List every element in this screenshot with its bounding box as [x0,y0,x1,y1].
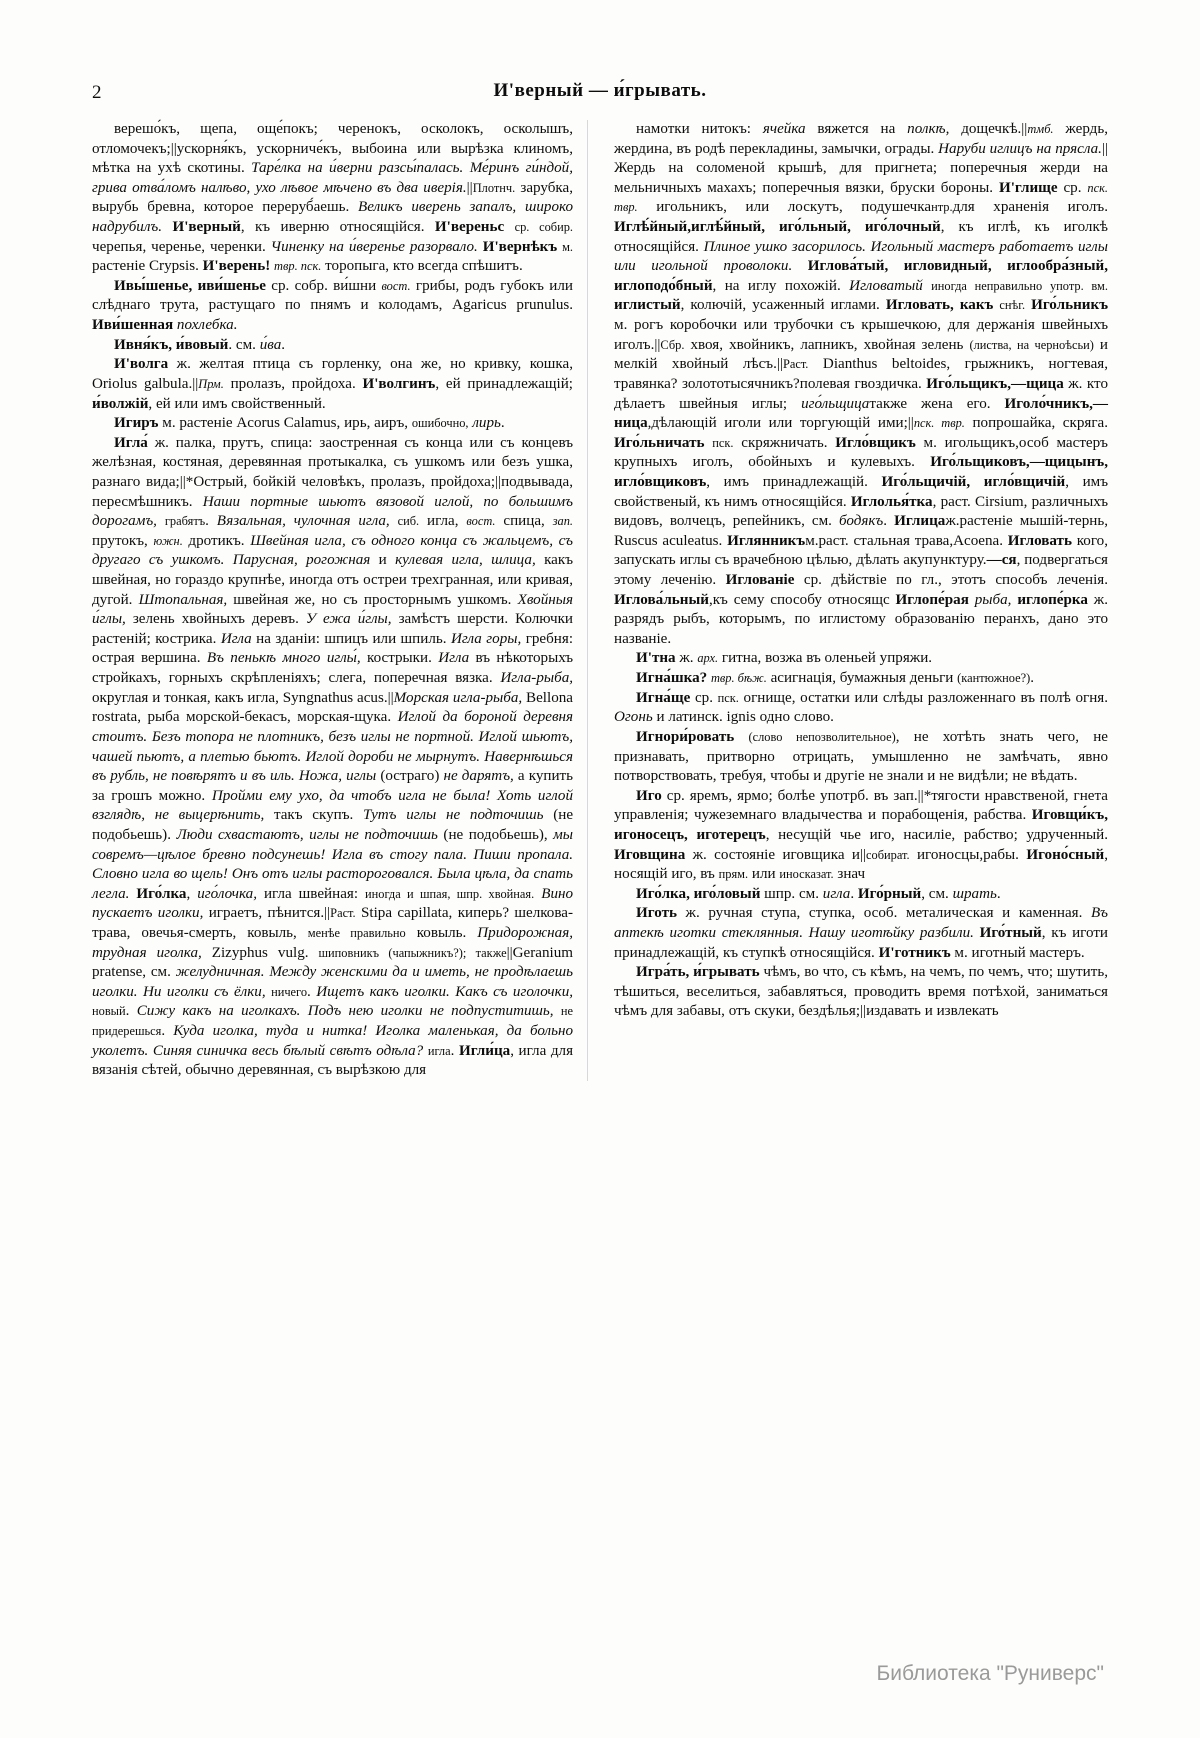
dictionary-entry: Игра́ть, и́грывать чѣмъ, во что, съ кѣмъ, на чемъ, по чемъ, что; шутить, тѣшиться, веселиться, забавляться, проводить время потѣхой, заниматься чѣмъ для забавы, отъ скуки, бездѣлья;||издавать и извлекать [614,964,1108,1020]
page-number: 2 [92,82,102,103]
dictionary-entry: Игна́ще ср. пск. огнище, остатки или слѣды разложеннаго въ полѣ огня. Огонь и латинск. ignis одно слово. [614,689,1108,726]
column-left [92,120,588,1081]
dictionary-entry: Иго́лка, иго́ловый шпр. см. игла. Иго́рный, см. шрать. [636,885,1001,902]
library-watermark: Библиотека "Руниверс" [876,1662,1104,1685]
dictionary-entry: намотки нитокъ: ячейка вяжется на полкѣ, дощечкѣ.||тмб. жердь, жердина, въ родѣ перекладины, замычки, ограды. Наруби иглицъ на прясла.||Жердь на соломеной крышѣ, для пригнета; поперечныя жерди на мельничныхъ махахъ; поперечныя вязки, бруски бороны. И'глище ср. пск. твр. игольникъ, или лоскутъ, подушечкантр.для храненія иголъ. Иглѣ́йный,иглѣ́йный, иго́льный, иго́лочный, къ иглѣ, къ иголкѣ относящійся. Плиное ушко засорилось. Игольный мастеръ работаетъ иглы или игольной проволоки. Иглова́тый, игловидный, иглообра́зный, иглоподо́бный, на иглу похожій. Игловатый иногда неправильно употр. вм. иглистый, колючій, усаженный иглами. Игловать, какъ снѣг. Иго́льникъ м. рогъ коробочки или трубочки съ крышечкою, для держанія швейныхъ иголъ.||Сбр. хвоя, хвойникъ, лапникъ, хвойная зелень (листва, на черноѣсьи) и мелкій хвойный лѣсъ.||Раст. Dianthus beltoides, грыжникъ, ногтевая, травянка? золототысячникъ?полевая гвоздичка. Иго́льщикъ,—щица ж. кто дѣлаетъ швейныя иглы; иго́льщицатакже жена его. Иголо́чникъ,—ница,дѣлающій иголи или торгующій ими;||пск. твр. попрошайка, скряга. Иго́льничать пск. скряжничать. Игло́вщикъ м. игольщикъ,особ мастеръ крупныхъ иголъ, обойныхъ и кулевыхъ. Иго́льщиковъ,—щицынъ, игло́вщиковъ, имъ принадлежащій. Иго́льщичій, игло́вщичій, имъ свойственый, къ нимъ относящійся. Иглолья́тка, раст. Cirsium, различныхъ видовъ, волчецъ, репейникъ, см. бодякъ. Иглицаж.растеніе мышій-тернь, Ruscus aculeatus. Иглянникъм.раст. стальная трава,Acoena. Игловать кого, запускать иглы съ врачебною цѣлью, дѣлать акупунктуру.—ся, подвергаться этому леченію. Иглованіе ср. дѣйствіе по гл., этотъ способъ леченія. Иглова́льный,къ сему способу относящс Иглопе́рая рыба, иглопе́рка ж. разрядъ рыбъ, которымъ, по иглистому образованію перанхъ, дано это названіе. [614,121,1109,647]
dictionary-entry: Игнори́ровать (слово непозволительное), не хотѣть знать чего, не признавать, притворно отрицать, умышленно не замѣчать, явно потворствовать, требуя, чтобы и другіе не знали и не видѣли; не вѣдать. [614,728,1108,785]
column-right [614,120,1108,1081]
dictionary-entry: И'тна ж. арх. гитна, возжа въ оленьей упряжи. [636,650,933,667]
text-columns [92,120,1108,1081]
dictionary-entry: Игиръ м. растеніе Acorus Calamus, ирь, аиръ, ошибочно, лирь. [114,415,505,432]
dictionary-entry: Иготь ж. ручная ступа, ступка, особ. металическая и каменная. Въ аптекѣ иготки стеклянныя. Нашу иготѣйку разбили. Иго́тный, къ иготи принадлежащій, къ ступкѣ относящійся. И'готникъ м. иготный мастеръ. [614,905,1108,961]
running-head-dash: — [583,80,614,101]
running-head [0,80,1200,102]
dictionary-entry: И'волга ж. желтая птица съ горленку, она же, но кривку, кошка, Oriolus galbula.||Прм. пролазъ, пройдоха. И'волгинъ, ей принадлежащій; и́волжій, ей или имъ свойственный. [92,356,574,412]
dictionary-entry: Игна́шка? твр. бѣж. асигнація, бумажныя деньги (кантюжное?). [636,670,1035,687]
running-head-right: и́грывать. [613,80,707,101]
dictionary-entry: Иго ср. яремъ, ярмо; болѣе употрб. въ зап.||*тягости нравственой, гнета управленія; чужеземнаго владычества и порабощенія, рабства. Иговщи́къ, игоносецъ, иготерецъ, несущій чье иго, насиліе, рабство; удрученный. Иговщина ж. состояніе иговщика и||собират. игоносцы,рабы. Игоно́сный, носящій иго, въ прям. или иносказат. знач [614,787,1108,883]
dictionary-entry: Ивня́къ, и́вовый. см. и́ва. [114,336,286,353]
dictionary-entry: верешо́къ, щепа, още́покъ; черенокъ, осколокъ, осколышъ, отломочекъ;||ускорня́къ, ускорниче́къ, выбоина или вырѣзка клиномъ, мѣтка на ухѣ скотины. Таре́лка на и́верни разсы́палась. Ме́ринъ ги́ндой, грива отва́ломъ налѣво, ухо лѣвое мѣчено въ два иверія.||Плотнч. зарубка, вырубь бревна, которое переруб́аешь. Великъ иверень запалъ, широко надрубилъ. И'верный, къ иверню относящійся. И'вереньc ср. собир. черепья, черенье, черенки. Чиненку на и́веренье разорвало. И'вернѣкъ м. растеніе Crypsis. И'верень! твр. пск. торопыга, кто всегда спѣшитъ. [92,121,574,275]
dictionary-entry: Ивы́шенье, иви́шенье ср. собр. ви́шни вост. грибы, родъ губокъ или слѣднаго трута, растущаго по пнямъ и колодамъ, Agaricus prunulus. Иви́шенная похлебка. [92,277,574,334]
running-head-left: И'верный [493,80,584,101]
dictionary-entry: Игла́ ж. палка, прутъ, спица: заостренная съ конца или съ концевъ желѣзная, костяная, деревянная протыкалка, съ ушкомъ или безъ ушка, разнаго вида;||*Острый, бойкій человѣкъ, пролазъ, пройдоха;||подвывада, пересмѣшникъ. Наши портные шьютъ вязовой иглой, по большимъ дорогамъ, грабятъ. Вязальная, чулочная игла, сиб. игла, вост. спица, зап. прутокъ, южн. дротикъ. Швейная игла, съ одного конца съ жальцемъ, съ другаго съ ушкомъ. Парусная, рогожная и кулевая игла, шлица, какъ швейная, но гораздо крупнѣе, иногда отъ остреи трехгранная, или кривая, дугой. Штопальная, швейная же, но съ просторнымъ ушкомъ. Хвойныя и́глы, зелень хвойныхъ деревъ. У ежа и́глы, замѣстъ шерсти. Колючки растеній; кострика. Игла на зданіи: шпицъ или шпиль. Игла горы, гребня: острая вершина. Въ пенькѣ много иглы́, кострыки. Игла въ нѣкоторыхъ стройкахъ, горныхъ скрѣпленіяхъ; слега, поперечная вязка. Игла-рыба, округлая и тонкая, какъ игла, Syngnathus acus.||Морская игла-рыба, Bellona rostrata, рыба морской-бекасъ, морская-щука. Иглой да бороной деревня стоитъ. Безъ топора не плотникъ, безъ иглы не портной. Иглой шьютъ, чашей пьютъ, а плетью бьютъ. Иглой дороби не мырнутъ. Навернѣшься въ рубль, не повѣрятъ и въ иль. Ножа, иглы (остраго) не дарятъ, а купить за грошъ можно. Пройми ему ухо, да чтобъ игла не была! Хоть иглой взглядѣ, не выцерѣнить, такъ скупъ. Тутъ иглы не подточишь (не подобьешь). Люди схвастаютъ, иглы не подточишь (не подобьешь), мы совремъ—цѣлое бревно подсунешь! Игла въ стогу пала. Пиши пропала. Словно игла во щель! Онъ отъ иглы растороговался. Была цѣла, да спать легла. Иго́лка, иго́лочка, игла швейная: иногда и шпая, шпр. хвойная. Вино пускаетъ иголки, играетъ, пѣнится.||Раст. Stipa capillata, киперь? шелкова-трава, овечья-смерть, ковыль, менѣе правильно ковыль. Придорожная, трудная иголка, Zizyphus vulg. шиповникъ (чапыжникъ?); также||Geranium pratense, см. желудничная. Между женскими да и иметь, не продѣлаешь иголки. Ни иголки съ ёлки, ничего. Ищетъ какъ иголки. Какъ съ иголочки, новый. Сижу какъ на иголкахъ. Подъ нею иголки не подпуститишь, не придерешься. Куда иголка, туда и нитка! Иголка маленькая, да больно уколетъ. Синяя синичка весь бѣлый свѣтъ одѣла? игла. Игли́ца, игла для вязанія сѣтей, обычно деревянная, съ вырѣзкою для [92,434,574,1079]
